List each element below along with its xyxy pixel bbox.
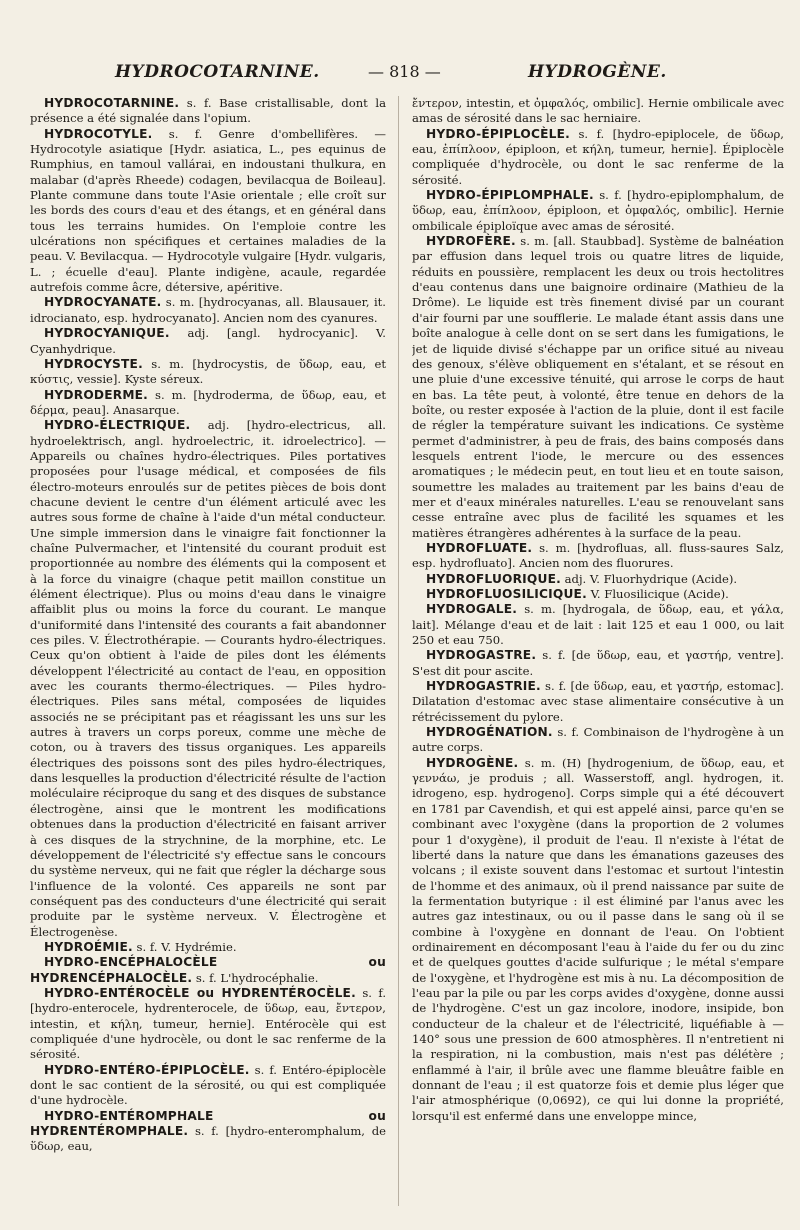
- dictionary-entry: [30, 986, 386, 1063]
- entry-headword: HYDROCOTYLE.: [44, 126, 153, 141]
- dictionary-entry: [412, 587, 784, 602]
- dictionary-entry: [412, 127, 784, 188]
- entry-headword: HYDROCOTARNINE.: [44, 96, 180, 110]
- dictionary-entry: [30, 295, 386, 326]
- entry-definition: s. m. [all. Staubbad]. Système de balnéation par effusion dans lequel trois ou quatre litres de liquide, réduits en poussière, remplacent les deux ou trois hectolitres d'eau contenus dans une baignoire ordinaire (Mathieu de la Drôme). Le liquide est très finement divisé par un courant d'air fourni par une soufflerie. Le malade étant assis dans une boîte analogue à celle dont on se sert dans les fumigations, le jet de liquide divisé s'échappe par un orifice situé au niveau des genoux, s'élève obliquement en s'étalant, et se résout en une pluie d'une excessive ténuité, qui arrose le corps de haut en bas. La tête peut, à volonté, être tenue en dehors de la boîte, ou rester exposée à l'action de la pluie, dont il est facile de régler la température suivant les indications. Ce système permet d'administrer, à peu de frais, des bains composés dans lesquels entrent l'iode, le mercure ou des essences aromatiques ; le médecin peut, en tout lieu et en toute saison, soumettre les malades au traitement par les bains d'eau de mer et d'eaux minérales naturelles. L'eau se renouvelant sans cesse entraîne avec plus de facilité les squames et les matières étrangères adhérentes à la surface de la peau.: [412, 234, 784, 540]
- dictionary-entry: [412, 234, 784, 541]
- column-divider: [398, 96, 399, 1206]
- entry-headword: HYDRO-ENCÉPHALOCÈLE ou HYDRENCÉPHALOCÈLE.: [30, 955, 386, 985]
- entry-definition: s. f. [hydro-enterocele, hydrenterocele, de ὕδωρ, eau, ἔντερον, intestin, et κήλη, tumeur, hernie]. Entérocèle qui est compliquée d'une hydrocèle, ou dont le sac renferme de la sérosité.: [30, 985, 386, 1062]
- dictionary-entry: [30, 940, 386, 955]
- entry-definition: s. f. [hydro-epiplomphalum, de ὕδωρ, eau, ἐπίπλοον, épiploon, et ὀμφαλός, ombilic]. Hernie ombilicale épiploïque avec amas de sérosité.: [412, 188, 784, 233]
- entry-definition: s. f. Genre d'ombellifères. — Hydrocotyle asiatique [Hydr. asiatica, L., pes equinus de Rumphius, en tamoul vallárai, en indoustani thulkura, en malabar (d'après Rheede) codagen, bevilacqua de Boileau]. Plante commune dans toute l'Asie orientale ; elle croît sur les bords des cours d'eau et des étangs, et en général dans tous les terrains humides. On l'emploie contre les ulcérations non spécifiques et certaines maladies de la peau. V. Bevilacqua. — Hydrocotyle vulgaire [Hydr. vulgaris, L. ; écuelle d'eau]. Plante indigène, acaule, regardée autrefois comme âcre, détersive, apéritive.: [30, 126, 386, 295]
- entry-definition: s. f. [hydro-epiplocele, de ὕδωρ, eau, ἐπίπλοον, épiploon, et κήλη, tumeur, hernie]. Épiplocèle compliquée d'hydrocèle, ou dont le sac renferme de la sérosité.: [412, 126, 784, 187]
- entry-definition: s. m. [hydrocystis, de ὕδωρ, eau, et κύστις, vessie]. Kyste séreux.: [30, 356, 386, 387]
- right-column: [412, 96, 784, 1221]
- entry-definition: s. f. V. Hydrémie.: [132, 939, 237, 954]
- entry-headword: HYDROÉMIE.: [44, 939, 133, 954]
- entry-headword: HYDROGÉNATION.: [426, 725, 553, 740]
- dictionary-entry: [412, 572, 784, 587]
- header-left-guideword: HYDROCOTARNINE.: [115, 62, 320, 82]
- entry-headword: HYDROGALE.: [426, 602, 518, 617]
- entry-headword: HYDROFLUOSILICIQUE.: [426, 587, 587, 601]
- entry-definition: s. f. Entéro-épiplocèle dont le sac contient de la sérosité, ou qui est compliquée d'une hydrocèle.: [30, 1062, 386, 1108]
- header-right-guideword: HYDROGÈNE.: [528, 62, 667, 82]
- page-header: [0, 62, 800, 88]
- entry-headword: HYDROFLUATE.: [426, 540, 533, 555]
- entry-headword: HYDROCYANIQUE.: [44, 326, 170, 341]
- entry-definition: s. m. [hydrofluas, all. fluss-saures Salz, esp. hydrofluato]. Ancien nom des fluorures.: [412, 540, 784, 571]
- entry-definition: s. f. Combinaison de l'hydrogène à un autre corps.: [412, 725, 784, 755]
- dictionary-entry: [412, 679, 784, 725]
- entry-definition: s. m. [hydrogala, de ὕδωρ, eau, et γάλα, lait]. Mélange d'eau et de lait : lait 125 et eau 1 000, ou lait 250 et eau 750.: [412, 602, 784, 648]
- entry-definition: s. f. Base cristallisable, dont la présence a été signalée dans l'opium.: [30, 96, 386, 126]
- dictionary-entry: [412, 725, 784, 756]
- entry-definition: s. f. [hydro-enteromphalum, de ὕδωρ, eau,: [30, 1124, 386, 1154]
- entry-headword: HYDRO-ENTÉRO-ÉPIPLOCÈLE.: [44, 1062, 250, 1077]
- entry-headword: HYDROCYANATE.: [44, 295, 162, 310]
- entry-definition: s. f. L'hydrocéphalie.: [192, 970, 319, 985]
- page-number: — 818 —: [368, 62, 441, 81]
- dictionary-entry: [30, 1063, 386, 1109]
- entry-definition: adj. [hydro-electricus, all. hydroelektrisch, angl. hydroelectric, it. idroelectrico]. — Appareils ou chaînes hydro-électriques. Piles portatives proposées pour l'usage médical, et composées de fils électro-moteurs enroulés sur de petites pièces de bois dont chacune devient le centre d'un élément articulé avec les autres sous forme de chaîne à l'aide d'un métal conducteur. Une simple immersion dans le vinaigre fait fonctionner la chaîne Pulvermacher, et l'intensité du courant produit est proportionnée au nombre des éléments qui la composent et à la force du vinaigre (chaque petit maillon constitue un élément électrique). Plus ou moins d'eau dans le vinaigre affaiblit plus ou moins la force du courant. Le manque d'uniformité dans l'intensité des courants a fait abandonner ces piles. V. Électrothérapie. — Courants hydro-électriques. Ceux qu'on obtient à l'aide de piles dont les éléments développent l'électricité au contact de l'eau, en opposition avec les courants thermo-électriques. — Piles hydro-électriques. Piles sans métal, composées de liquides associés ne se précipitant pas et réagissant les uns sur les autres à travers un corps poreux, comme une mèche de coton, ou à travers des tissus organiques. Les appareils électriques des poissons sont des piles hydro-électriques, dans lesquelles la production d'électricité résulte de l'action moléculaire réciproque du sang et des disques de substance électrogène, ainsi que le montrent les modifications obtenues dans la production d'électricité en faisant arriver à ces disques de la strychnine, de la morphine, etc. Le développement de l'électricité s'y effectue sans le concours du système nerveux, qui ne fait que régler la décharge sous l'influence de la volonté. Ces appareils ne sont par conséquent pas des conducteurs d'une électricité qui serait produite par le système nerveux. V. Électrogène et Électrogenèse.: [30, 418, 386, 939]
- dictionary-entry: [412, 541, 784, 572]
- entry-headword: HYDROFÈRE.: [426, 234, 516, 249]
- dictionary-entry: [30, 127, 386, 296]
- dictionary-entry: [30, 326, 386, 357]
- dictionary-entry: [412, 648, 784, 679]
- entry-definition: s. m. (H) [hydrogenium, de ὕδωρ, eau, et γεννάω, je produis ; all. Wasserstoff, angl. hydrogen, it. idrogeno, esp. hydrogeno]. Corps simple qui a été découvert en 1781 par Cavendish, et qui est appelé ainsi, parce qu'en se combinant avec l'oxygène (dans la proportion de 2 volumes pour 1 d'oxygène), il produit de l'eau. Il n'existe à l'état de liberté dans la nature que dans les émanations gazeuses des volcans ; il existe souvent dans l'estomac et surtout l'intestin de l'homme et des animaux, où il prend naissance par suite de la fermentation butyrique : il est éliminé par l'anus avec les autres gaz intestinaux, ou ou il passe dans le sang où il se combine à l'oxygène en donnant de l'eau. On l'obtient ordinairement en décomposant l'eau à l'aide du fer ou du zinc et de quelques gouttes d'acide sulfurique ; le métal s'empare de l'oxygène, et l'hydrogène est mis à nu. La décomposition de l'eau par la pile ou par les corps avides d'oxygène, donne aussi de l'hydrogène. C'est un gaz incolore, inodore, insipide, bon conducteur de la chaleur et de l'électricité, liquéfiable à — 140° sous une pression de 600 atmosphères. Il n'entretient ni la respiration, ni la combustion, mais n'est pas délétère ; enflammé à l'air, il brûle avec une flamme bleuâtre faible en donnant de l'eau ; il est quatorze fois et demie plus léger que l'air atmosphérique (0,0692), ce qui lui donne la propriété, lorsqu'il est enfermé dans une enveloppe mince,: [412, 755, 784, 1123]
- dictionary-entry: [30, 357, 386, 388]
- entry-definition: adj. [angl. hydrocyanic]. V. Cyanhydrique.: [30, 326, 386, 356]
- entry-headword: HYDROGÈNE.: [426, 755, 519, 770]
- dictionary-entry: [30, 418, 386, 940]
- entry-headword: HYDROGASTRE.: [426, 648, 537, 663]
- dictionary-entry: [412, 602, 784, 648]
- left-column: [30, 96, 386, 1221]
- entry-headword: HYDROCYSTE.: [44, 356, 143, 371]
- dictionary-entry: [412, 188, 784, 234]
- entry-definition: s. f. [de ὕδωρ, eau, et γαστήρ, estomac]. Dilatation d'estomac avec stase alimentaire consécutive à un rétrécissement du pylore.: [412, 679, 784, 724]
- entry-definition: s. f. [de ὕδωρ, eau, et γαστήρ, ventre]. S'est dit pour ascite.: [412, 648, 784, 678]
- entry-definition: s. m. [hydroderma, de ὕδωρ, eau, et δέρμα, peau]. Anasarque.: [30, 387, 386, 417]
- entry-headword: HYDRO-ÉPIPLOCÈLE.: [426, 126, 570, 141]
- dictionary-entry: [30, 388, 386, 419]
- dictionary-entry: [412, 756, 784, 1124]
- entry-definition: V. Fluosilicique (Acide).: [586, 587, 729, 601]
- dictionary-entry: [412, 96, 784, 127]
- entry-headword: HYDRO-ÉLECTRIQUE.: [44, 418, 191, 433]
- dictionary-entry: [30, 96, 386, 127]
- entry-headword: HYDRO-ÉPIPLOMPHALE.: [426, 188, 594, 203]
- entry-headword: HYDROGASTRIE.: [426, 679, 541, 694]
- entry-definition: adj. V. Fluorhydrique (Acide).: [560, 571, 738, 586]
- entry-definition: s. m. [hydrocyanas, all. Blausauer, it. idrocianato, esp. hydrocyanato]. Ancien nom des cyanures.: [30, 295, 386, 325]
- entry-headword: HYDRO-ENTÉROMPHALE ou HYDRENTÉROMPHALE.: [30, 1108, 386, 1139]
- dictionary-entry: [30, 955, 386, 986]
- entry-headword: HYDRO-ENTÉROCÈLE ou HYDRENTÉROCÈLE.: [44, 985, 356, 1000]
- entry-headword: HYDRODERME.: [44, 387, 148, 402]
- entry-definition: ἔντερον, intestin, et ὀμφαλός, ombilic]. Hernie ombilicale avec amas de sérosité dans le sac herniaire.: [412, 96, 784, 126]
- dictionary-entry: [30, 1109, 386, 1155]
- entry-headword: HYDROFLUORIQUE.: [426, 571, 561, 586]
